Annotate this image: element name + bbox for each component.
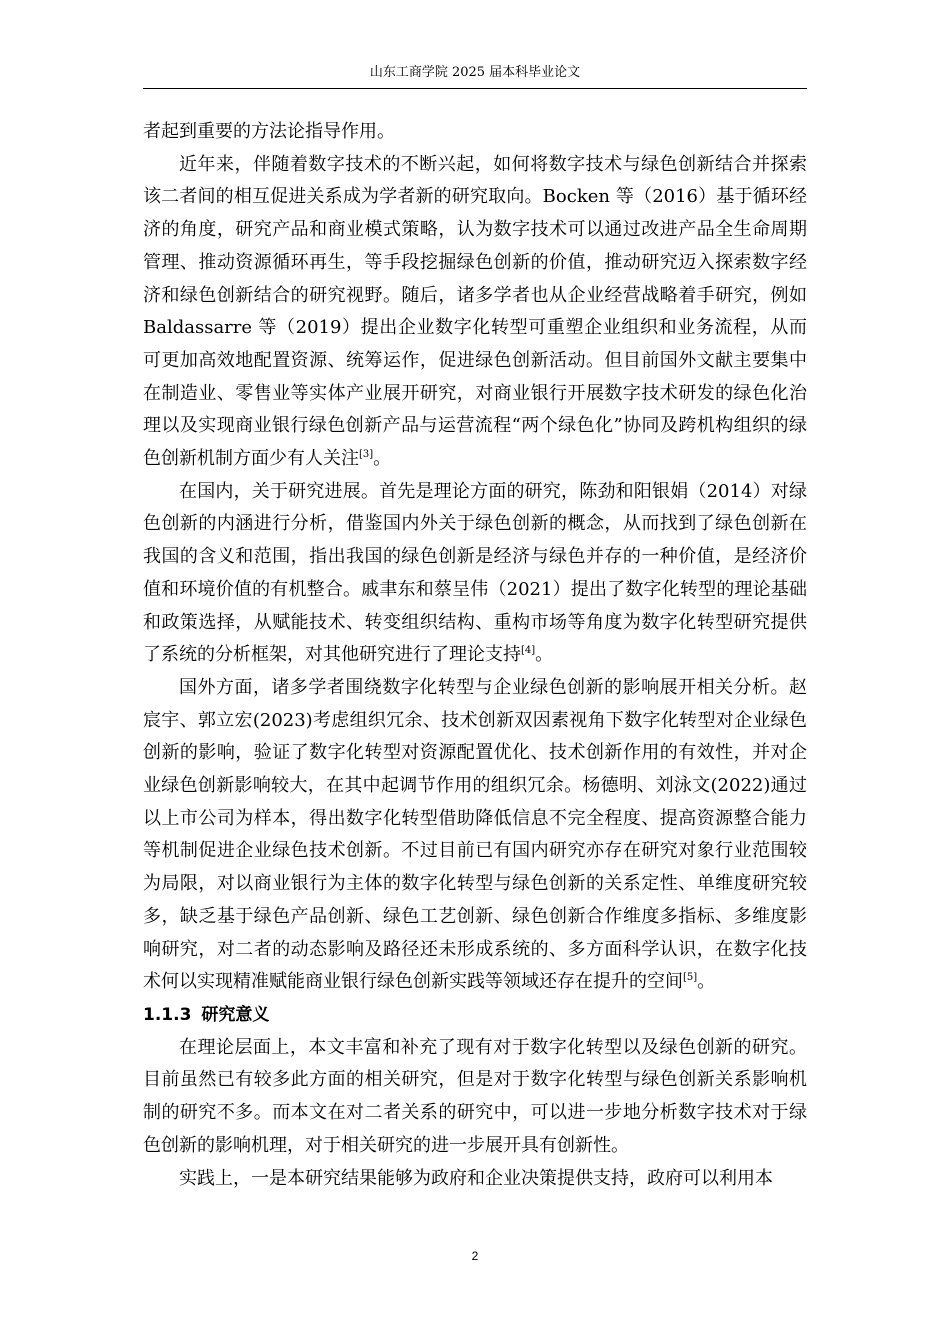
paragraph-practical-significance: 实践上，一是本研究结果能够为政府和企业决策提供支持，政府可以利用本 xyxy=(179,1167,773,1189)
running-header: 山东工商学院 2025 届本科毕业论文 xyxy=(369,65,581,80)
paragraph-text: 近年来，伴随着数字技术的不断兴起，如何将数字技术与绿色创新结合并探索该二者间的相互促进关系成为学者新的研究取向。Bocken 等（2016）基于循环经济的角度，研究产品和商业模式策略，认为数字技术可以通过改进产品全生命周期管理、推动资源循环再生，等手段挖掘绿色创新的价值，推动研究迈入探索数字经济和绿色创新结合的研究视野。随后，诸多学者也从企业经营战略着手研究，例如 Baldassarre 等（2019）提出企业数字化转型可重塑企业组织和业务流程，从而可更加高效地配置资源、统筹运作，促进绿色创新活动。但目前国外文献主要集中在制造业、零售业等实体产业展开研究，对商业银行开展数字技术研发的绿色化治理以及实现商业银行绿色创新产品与运营流程“两个绿色化”协同及跨机构组织的绿色创新机制方面少有人关注 xyxy=(143,153,807,470)
paragraph-overseas-analysis xyxy=(143,672,807,999)
paragraph-end: 。 xyxy=(373,448,392,470)
paragraph-end: 。 xyxy=(535,644,554,666)
citation-5: [5] xyxy=(683,972,698,984)
citation-3: [3] xyxy=(359,449,374,461)
body-text xyxy=(143,116,807,1195)
section-title: 研究意义 xyxy=(201,1004,270,1025)
paragraph-text: 在国内，关于研究进展。首先是理论方面的研究，陈劲和阳银娟（2014）对绿色创新的内涵进行分析，借鉴国内外关于绿色创新的概念，从而找到了绿色创新在我国的含义和范围，指出我国的绿色创新是经济与绿色并存的一种价值，是经济价值和环境价值的有机整合。戚聿东和蔡呈伟（2021）提出了数字化转型的理论基础和政策选择，从赋能技术、转变组织结构、重构市场等角度为数字化转型研究提供了系统的分析框架，对其他研究进行了理论支持 xyxy=(143,480,807,666)
page-number: 2 xyxy=(471,1249,479,1263)
paragraph-theoretical-significance: 在理论层面上，本文丰富和补充了现有对于数字化转型以及绿色创新的研究。目前虽然已有较多此方面的相关研究，但是对于数字化转型与绿色创新关系影响机制的研究不多。而本文在对二者关系的研究中，可以进一步地分析数字技术对于绿色创新的影响机理，对于相关研究的进一步展开具有创新性。 xyxy=(143,1036,807,1156)
paragraph-text: 国外方面，诸多学者围绕数字化转型与企业绿色创新的影响展开相关分析。赵宸宇、郭立宏(2023)考虑组织冗余、技术创新双因素视角下数字化转型对企业绿色创新的影响，验证了数字化转型对资源配置优化、技术创新作用的有效性，并对企业绿色创新影响较大，在其中起调节作用的组织冗余。杨德明、刘泳文(2022)通过以上市公司为样本，得出数字化转型借助降低信息不完全程度、提高资源整合能力等机制促进企业绿色技术创新。不过目前已有国内研究亦存在研究对象行业范围较为局限，对以商业银行为主体的数字化转型与绿色创新的关系定性、单维度研究较多，缺乏基于绿色产品创新、绿色工艺创新、绿色创新合作维度多指标、多维度影响研究，对二者的动态影响及路径还未形成系统的、多方面科学认识，在数字化技术何以实现精准赋能商业银行绿色创新实践等领域还存在提升的空间 xyxy=(143,676,807,993)
paragraph-continuation: 者起到重要的方法论指导作用。 xyxy=(143,121,395,142)
section-heading xyxy=(143,999,807,1032)
section-number: 1.1.3 xyxy=(143,1004,192,1025)
paragraph-foreign-research xyxy=(143,149,807,476)
paragraph-end: 。 xyxy=(697,971,716,993)
header-rule xyxy=(143,88,807,89)
citation-4: [4] xyxy=(521,645,536,657)
paragraph-domestic-research xyxy=(143,476,807,672)
